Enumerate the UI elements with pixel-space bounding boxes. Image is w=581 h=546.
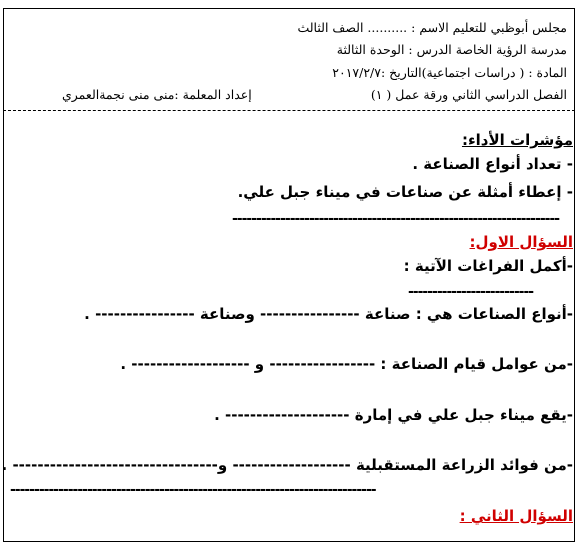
header-line-subject: المادة : ( دراسات اجتماعية)التاريخ :٢٠١٧/٢/٧: [332, 65, 567, 80]
question1-item: -من عوامل قيام الصناعة : ----------------- و ------------------- .: [120, 355, 573, 373]
question2-title: السؤال الثاني :: [459, 507, 573, 525]
indicators-title: مؤشرات الأداء:: [461, 131, 573, 149]
indicator-item: - تعداد أنواع الصناعة .: [412, 155, 573, 173]
indicators-rule: --------------------------------------------------------------------: [232, 211, 560, 227]
question1-item: -أنواع الصناعات هي : صناعة ---------------- وصناعة ---------------- .: [84, 305, 573, 323]
header-line-semester: الفصل الدراسي الثاني ورقة عمل ( ١): [370, 87, 567, 102]
question1-blank-rule: --------------------------: [408, 284, 534, 300]
header-teacher-name: إعداد المعلمة :منى منى نجمةالعمري: [62, 87, 252, 102]
header-divider: [3, 110, 575, 111]
indicator-item: - إعطاء أمثلة عن صناعات في ميناء جبل علي.: [237, 183, 573, 201]
header-line-council: مجلس أبوظبي للتعليم الاسم : .......... الصف الثالث: [297, 20, 567, 35]
question1-item: -يقع ميناء جبل علي في إمارة -------------------- .: [214, 406, 573, 424]
question1-title: السؤال الاول:: [469, 233, 573, 251]
question1-item: -من فوائد الزراعة المستقبلية ------------------- و--------------------------------- .: [1, 456, 573, 474]
question1-rule: ----------------------------------------------------------------------------: [10, 482, 376, 498]
question1-instruction: -أكمل الفراغات الآتية :: [403, 257, 573, 275]
header-line-school: مدرسة الرؤية الخاصة الدرس : الوحدة الثالثة: [336, 42, 567, 57]
